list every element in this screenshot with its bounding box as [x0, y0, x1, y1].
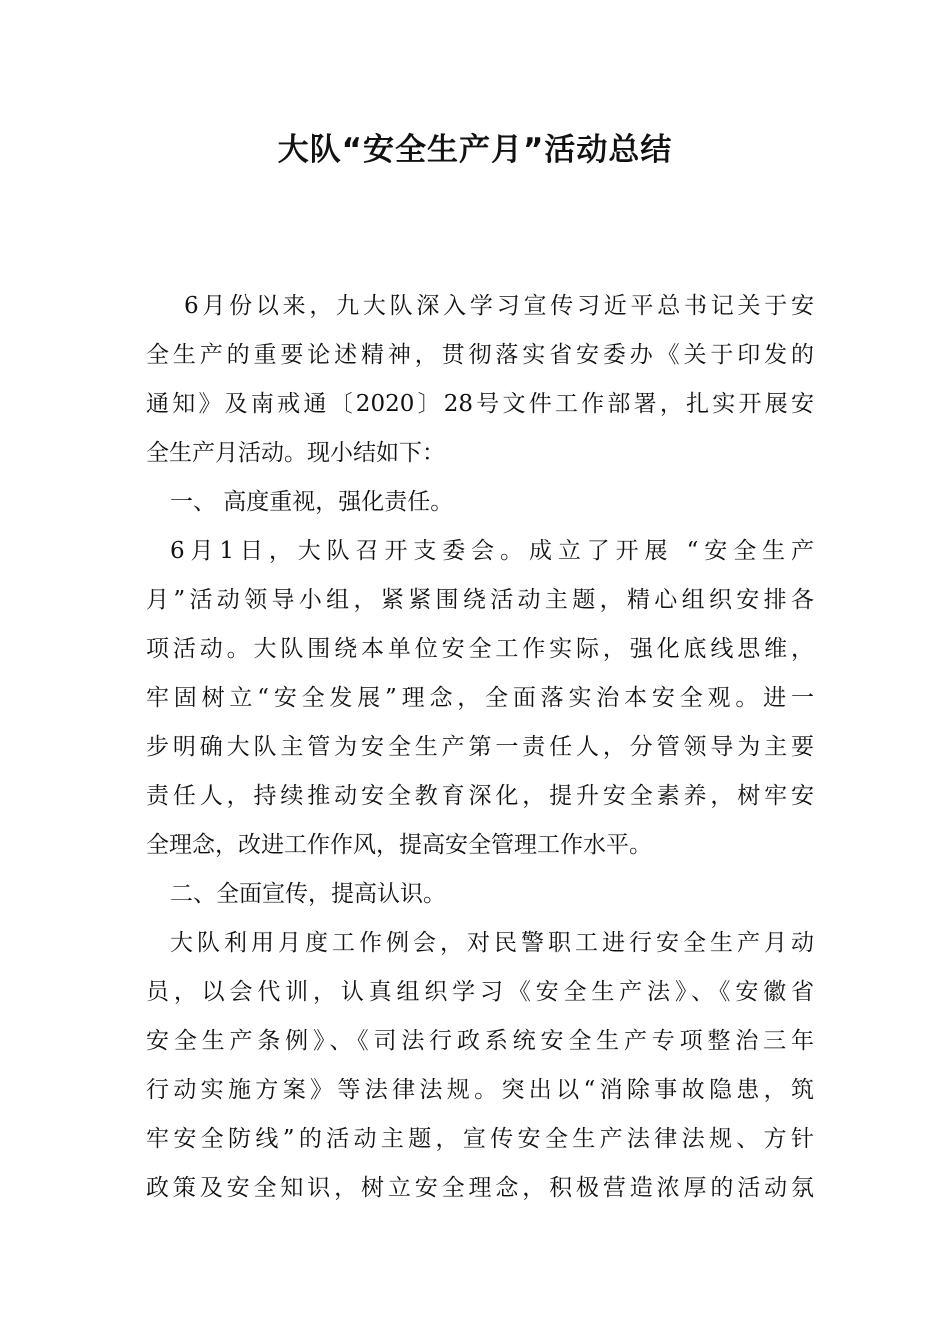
paragraph-line: 安全生产条例》、《司法行政系统安全生产专项整治三年: [146, 1028, 814, 1054]
section-heading-2: 二、全面宣传，提高认识。: [170, 881, 446, 907]
paragraph-line: 责任人，持续推动安全教育深化，提升安全素养，树牢安: [146, 783, 814, 809]
paragraph-line: 6月份以来，九大队深入学习宣传习近平总书记关于安: [184, 293, 814, 319]
paragraph-line: 员，以会代训，认真组织学习《安全生产法》、《安徽省: [146, 979, 814, 1005]
paragraph-line: 全生产月活动。现小结如下：: [146, 440, 445, 466]
document-body: [146, 282, 814, 1213]
paragraph-line: 政策及安全知识，树立安全理念，积极营造浓厚的活动氛: [146, 1175, 814, 1201]
paragraph-line: 月”活动领导小组，紧紧围绕活动主题，精心组织安排各: [146, 587, 814, 613]
paragraph-line: 全生产的重要论述精神，贯彻落实省安委办《关于印发的: [146, 342, 814, 368]
paragraph-line: 牢安全防线”的活动主题，宣传安全生产法律法规、方针: [146, 1126, 814, 1152]
paragraph-line: 全理念，改进工作作风，提高安全管理工作水平。: [146, 832, 652, 858]
document-title: 大队“安全生产月”活动总结: [277, 132, 673, 168]
paragraph-line: 6月1日，大队召开支委会。成立了开展 “安全生产: [170, 538, 814, 564]
paragraph-line: 步明确大队主管为安全生产第一责任人，分管领导为主要: [146, 734, 814, 760]
paragraph-line: 通知》及南戒通〔2020〕28号文件工作部署，扎实开展安: [146, 391, 814, 417]
paragraph-line: 项活动。大队围绕本单位安全工作实际，强化底线思维，: [146, 636, 814, 662]
paragraph-line: 行动实施方案》等法律法规。突出以“消除事故隐患，筑: [146, 1077, 814, 1103]
paragraph-line: 牢固树立“安全发展”理念，全面落实治本安全观。进一: [146, 685, 814, 711]
paragraph-line: 大队利用月度工作例会，对民警职工进行安全生产月动: [170, 930, 814, 956]
section-heading-1: 一、 高度重视，强化责任。: [170, 489, 454, 515]
